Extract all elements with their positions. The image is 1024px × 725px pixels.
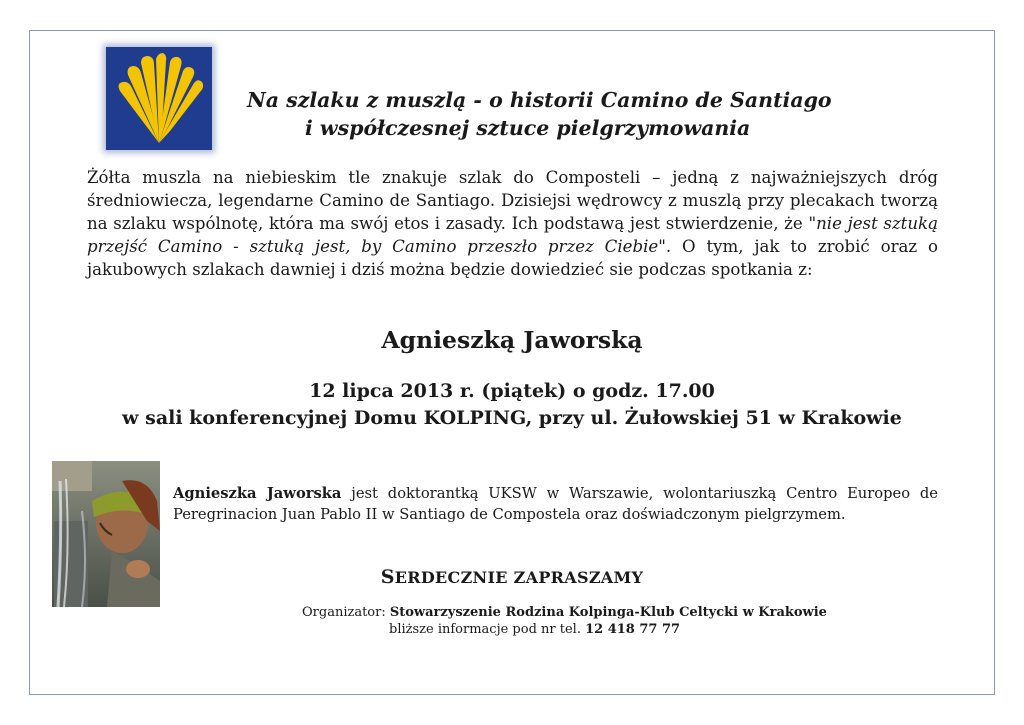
bio-name: Agnieszka Jaworska xyxy=(173,485,342,502)
organizer-label: Organizator: xyxy=(302,605,390,620)
scallop-shell-icon xyxy=(106,47,212,150)
organizer-name: Stowarzyszenie Rodzina Kolpinga-Klub Celtycki w Krakowie xyxy=(389,605,827,620)
speaker-name: Agnieszką Jaworską xyxy=(381,326,643,354)
event-date: 12 lipca 2013 r. (piątek) o godz. 17.00 xyxy=(309,380,715,402)
bio-text: jest doktorantką UKSW w Warszawie, wolontariuszką Centro Europeo de Peregrinacion Juan Pablo II w Santiago de Compostela oraz doświadczonym pielgrzymem. xyxy=(173,485,938,523)
contact-label: bliższe informacje pod nr tel. xyxy=(389,622,586,637)
invite-first-letter: S xyxy=(380,566,395,588)
intro-paragraph xyxy=(87,166,938,281)
title-line-2: i współczesnej sztuce pielgrzymowania xyxy=(305,116,751,140)
invite-rest: ERDECZNIE ZAPRASZAMY xyxy=(394,568,644,587)
intro-text-after: . O tym, jak to zrobić oraz o jakubowych szlakach dawniej i dziś można będzie dowiedzieć sie podczas spotkania z: xyxy=(87,237,938,279)
intro-quote: "nie jest sztuką przejść Camino - sztuką jest, by Camino przeszło przez Ciebie" xyxy=(87,214,938,256)
contact-line xyxy=(389,622,680,637)
title-line-1: Na szlaku z muszlą - o historii Camino de Santiago xyxy=(247,88,832,112)
camino-logo xyxy=(106,47,212,150)
organizer-line xyxy=(302,605,827,620)
intro-text-before: Żółta muszla na niebieskim tle znakuje szlak do Composteli – jedną z najważniejszych dróg średniowiecza, legendarne Camino de Santiago. Dzisiejsi wędrowcy z muszlą przy plecakach tworzą na szlaku wspólnotę, która ma swój etos i zasady. Ich podstawą jest stwierdzenie, że xyxy=(87,168,938,233)
invitation-heading xyxy=(0,566,1024,588)
contact-phone: 12 418 77 77 xyxy=(585,622,681,637)
speaker-bio xyxy=(173,484,938,525)
event-location: w sali konferencyjnej Domu KOLPING, przy ul. Żułowskiej 51 w Krakowie xyxy=(122,407,902,429)
